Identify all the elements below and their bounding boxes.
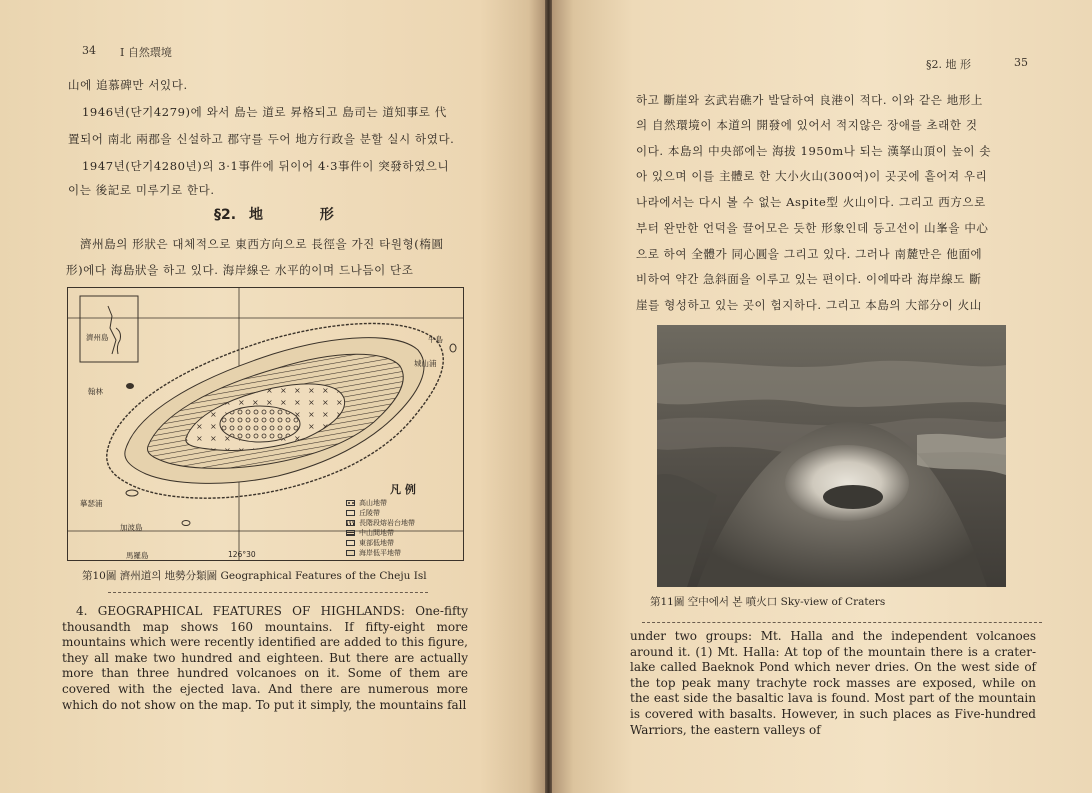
right-text-line: 나라에서는 다시 볼 수 없는 Aspite型 火山이다. 그리고 西方으로 [636,195,986,209]
left-text-line: 形)에다 海島狀을 하고 있다. 海岸線은 水平的이며 드나듬이 단조 [66,263,414,277]
left-page-number: 34 [82,44,96,57]
legend-item: 高山地帶 [346,498,387,508]
left-page [0,0,545,793]
legend-swatch [346,510,355,516]
legend-item: 長階段熔岩台地帶 [346,518,415,528]
figure-caption: 第11圖 空中에서 본 噴火口 Sky-view of Craters [650,596,886,608]
left-text-line: 置되어 南北 兩郡을 신설하고 郡守를 두어 地方行政을 분할 실시 하였다. [68,132,455,146]
right-text-line: 아 있으며 이를 主體로 한 大小火山(300여)이 곳곳에 흩어져 우리 [636,169,988,183]
right-text-line: 이다. 本島의 中央部에는 海拔 1950m나 되는 漢拏山頂이 높이 솟 [636,144,992,158]
legend-item: 海岸低平地帶 [346,548,401,558]
legend-title: 凡 例 [390,483,416,496]
legend-swatch [346,540,355,546]
left-text-line: 이는 後記로 미루기로 한다. [68,183,215,197]
legend-item: 丘陵帶 [346,508,380,518]
map-scale-label: 126°30 [228,550,256,559]
left-text-line: 1947년(단기4280년)의 3·1事件에 뒤이어 4·3事件이 突發하였으니 [82,159,450,173]
legend-swatch [346,520,355,526]
english-paragraph: under two groups: Mt. Halla and the independent volcanoes around it. (1) Mt. Halla: At top of the mountain there is a crater-lake called Baeknok Pond which never dries. On the west side of the top peak many trachyte rock masses are exposed, while on the east side the basaltic lava is found. Most part of the mountain is covered with basalts. However, in such places as Five-hundred Warriors, the eastern valleys of [630,629,1036,737]
left-text-line: 濟州島의 形狀은 대체적으로 東西方向으로 長徑을 가진 타원형(楕圓 [80,237,444,251]
map-label: 城山浦 [414,359,437,368]
left-chapter-header: I 自然環境 [120,46,172,59]
right-text-line: 의 自然環境이 本道의 開發에 있어서 적지않은 장애를 초래한 것 [636,118,978,132]
right-text-line: 부터 완만한 언덕을 끌어모은 듯한 形象인데 등고선이 山峯을 中心 [636,221,989,235]
map-label: 濟州島 [86,333,109,342]
divider [108,592,428,593]
right-page-number: 35 [1014,56,1028,69]
geography-map [67,287,464,561]
figure-caption: 第10圖 濟州道의 地勢分類圖 Geographical Features of the Cheju Isl [82,570,427,582]
section-heading [214,204,360,224]
right-text-line: 으로 하여 全體가 同心圓을 그리고 있다. 그러나 南麓만은 他面에 [636,247,983,261]
legend-item: 中山間地帶 [346,528,394,538]
crater-photo [657,325,1006,587]
right-page [552,0,1092,793]
crater-photo-drawing [657,325,1006,587]
legend-swatch [346,530,355,536]
divider [642,622,1042,623]
right-text-line: 崖를 형성하고 있는 곳이 험지하다. 그리고 本島의 大部分이 火山 [636,298,982,312]
map-label: 馬羅島 [126,551,149,560]
legend-swatch [346,500,355,506]
section-number: §2. [214,207,237,223]
map-label: 摹瑟浦 [80,499,103,508]
map-label: 翰林 [88,387,103,396]
legend-swatch [346,550,355,556]
map-label: 加波島 [120,523,143,532]
section-title: 地 形 [248,207,360,223]
left-text-line: 1946년(단기4279)에 와서 島는 道로 昇格되고 島司는 道知事로 代 [82,105,447,119]
english-paragraph: 4. GEOGRAPHICAL FEATURES OF HIGHLANDS: One-fifty thousandth map shows 160 mountains. If fifty-eight more mountains which were recently identified are added to this figure, they all make two hundred and eighteen. But there are actually more than three hundred volcanoes on it. Some of them are covered with the ejected lava. And there are numerous more which do not show on the map. To put it simply, the mountains fall [62,604,468,712]
right-text-line: 하고 斷崖와 玄武岩礁가 발달하여 良港이 적다. 이와 같은 地形上 [636,93,984,107]
book-gutter [545,0,552,793]
right-text-line: 비하여 약간 急斜面을 이루고 있는 편이다. 이에따라 海岸線도 斷 [636,272,982,286]
right-section-header: §2. 地 形 [926,58,971,71]
left-text-line: 山에 追慕碑만 서있다. [68,78,188,92]
map-label: 牛島 [428,335,443,344]
legend-item: 東部低地帶 [346,538,394,548]
